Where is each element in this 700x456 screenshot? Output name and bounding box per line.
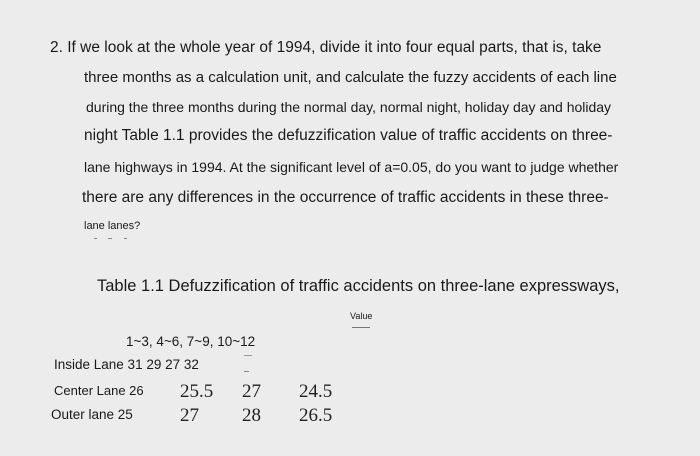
question-line-5: lane highways in 1994. At the significant level of a=0.05, do you want to judge whether <box>84 159 619 175</box>
table-cell: 27 <box>180 405 199 426</box>
scan-speck <box>108 238 112 239</box>
row-label-center-lane: Center Lane 26 <box>54 383 144 398</box>
row-label-outer-lane: Outer lane 25 <box>51 407 133 422</box>
table-cell: 25.5 <box>180 381 214 402</box>
question-line-7: lane lanes? <box>84 220 141 232</box>
table-cell: 24.5 <box>299 381 333 402</box>
table-cell: 27 <box>242 381 261 402</box>
table-cell: 28 <box>242 405 261 426</box>
table-cell: 26.5 <box>299 405 333 426</box>
table-caption: Table 1.1 Defuzzification of traffic accidents on three-lane expressways, <box>97 277 620 295</box>
scan-speck <box>124 238 127 239</box>
value-column-label: Value <box>350 311 373 321</box>
header-underline <box>244 355 252 356</box>
question-line-2: three months as a calculation unit, and calculate the fuzzy accidents of each line <box>84 69 617 86</box>
scan-speck <box>94 238 97 239</box>
scan-mark <box>244 371 249 372</box>
question-line-6: there are any differences in the occurrence of traffic accidents in these three- <box>82 189 609 206</box>
question-line-4: night Table 1.1 provides the defuzzification value of traffic accidents on three- <box>84 127 613 144</box>
row-label-inside-lane: Inside Lane 31 29 27 32 <box>54 357 199 372</box>
quarter-header: 1~3, 4~6, 7~9, 10~12 <box>126 334 256 349</box>
value-underline <box>352 327 370 328</box>
question-line-1: 2. If we look at the whole year of 1994, divide it into four equal parts, that is, take <box>50 39 602 56</box>
question-line-3: during the three months during the normal day, normal night, holiday day and holiday <box>86 99 612 115</box>
